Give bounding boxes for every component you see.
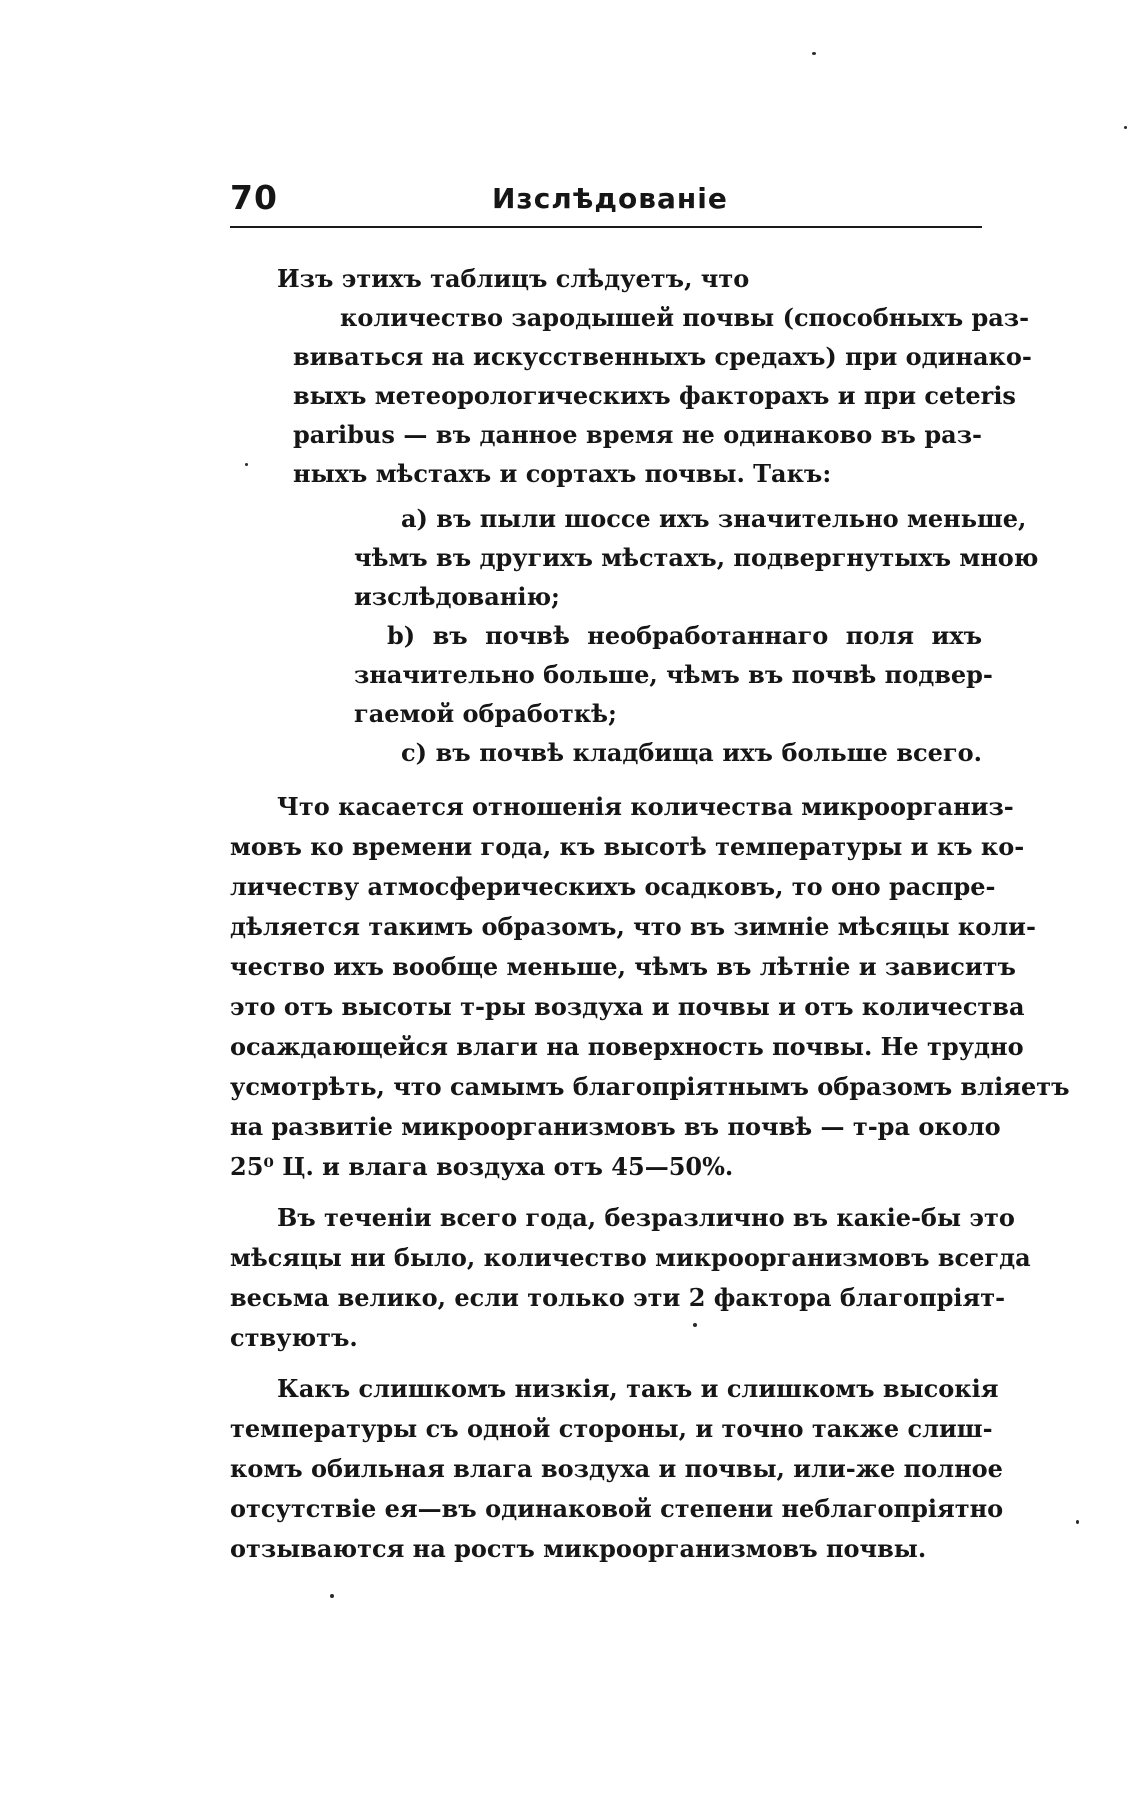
paragraph-line: мовъ ко времени года, къ высотѣ температуры и къ ко- [230,832,1025,861]
print-speck [1076,1520,1079,1524]
paragraph-line: мѣсяцы ни было, количество микроорганизмовъ всегда [230,1243,1031,1272]
print-speck [1124,126,1127,129]
paragraph-line: Что касается отношенія количества микроорганиз- [277,792,1014,821]
paragraph-line: комъ обильная влага воздуха и почвы, или-же полное [230,1454,1003,1483]
paragraph-line: Какъ слишкомъ низкія, такъ и слишкомъ высокія [277,1374,999,1403]
intro-lead-line: Изъ этихъ таблицъ слѣдуетъ, что [277,264,750,293]
paragraph-line: осаждающейся влаги на поверхность почвы. Не трудно [230,1032,1024,1061]
paragraph-line: весьма велико, если только эти 2 фактора благопріят- [230,1283,1006,1312]
print-speck [330,1594,334,1598]
paragraph-line: отсутствіе ея—въ одинаковой степени неблагопріятно [230,1494,1004,1523]
conclusion-line: ныхъ мѣстахъ и сортахъ почвы. Такъ: [293,459,832,488]
paragraph-line: чество ихъ вообще меньше, чѣмъ въ лѣтніе и зависитъ [230,952,1016,981]
finding-a-line: чѣмъ въ другихъ мѣстахъ, подвергнутыхъ мною [354,543,1039,572]
finding-a-line: a) въ пыли шоссе ихъ значительно меньше, [401,504,1027,533]
paragraph-line: личеству атмосферическихъ осадковъ, то оно распре- [230,872,996,901]
conclusion-line: выхъ метеорологическихъ факторахъ и при ceteris [293,381,1016,410]
paragraph-line: отзываются на ростъ микроорганизмовъ почвы. [230,1534,927,1563]
running-title: Изслѣдованіе [492,182,728,215]
print-speck [245,463,248,466]
finding-c-line: c) въ почвѣ кладбища ихъ больше всего. [401,738,982,767]
paragraph-line: температуры съ одной стороны, и точно также слиш- [230,1414,993,1443]
page-number: 70 [230,178,278,217]
finding-b-line: b) въ почвѣ необработаннаго поля ихъ [387,621,982,650]
paragraph-line: Въ теченіи всего года, безразлично въ какіе-бы это [277,1203,1015,1232]
page-header [230,178,982,228]
paragraph-line: усмотрѣть, что самымъ благопріятнымъ образомъ вліяетъ [230,1072,1070,1101]
finding-b-line: значительно больше, чѣмъ въ почвѣ подвер- [354,660,993,689]
conclusion-line: paribus — въ данное время не одинаково въ раз- [293,420,982,449]
paragraph-line: ствуютъ. [230,1323,358,1352]
conclusion-line: виваться на искусственныхъ средахъ) при одинако- [293,342,1032,371]
finding-a-line: изслѣдованію; [354,582,560,611]
paragraph-line: на развитіе микроорганизмовъ въ почвѣ — т-ра около [230,1112,1001,1141]
paragraph-line: это отъ высоты т-ры воздуха и почвы и отъ количества [230,992,1025,1021]
paragraph-line: 25⁰ Ц. и влага воздуха отъ 45—50%. [230,1152,734,1181]
print-speck [812,52,816,55]
conclusion-line: количество зародышей почвы (способныхъ раз- [340,303,1030,332]
finding-b-line: гаемой обработкѣ; [354,699,617,728]
paragraph-line: дѣляется такимъ образомъ, что въ зимніе мѣсяцы коли- [230,912,1036,941]
